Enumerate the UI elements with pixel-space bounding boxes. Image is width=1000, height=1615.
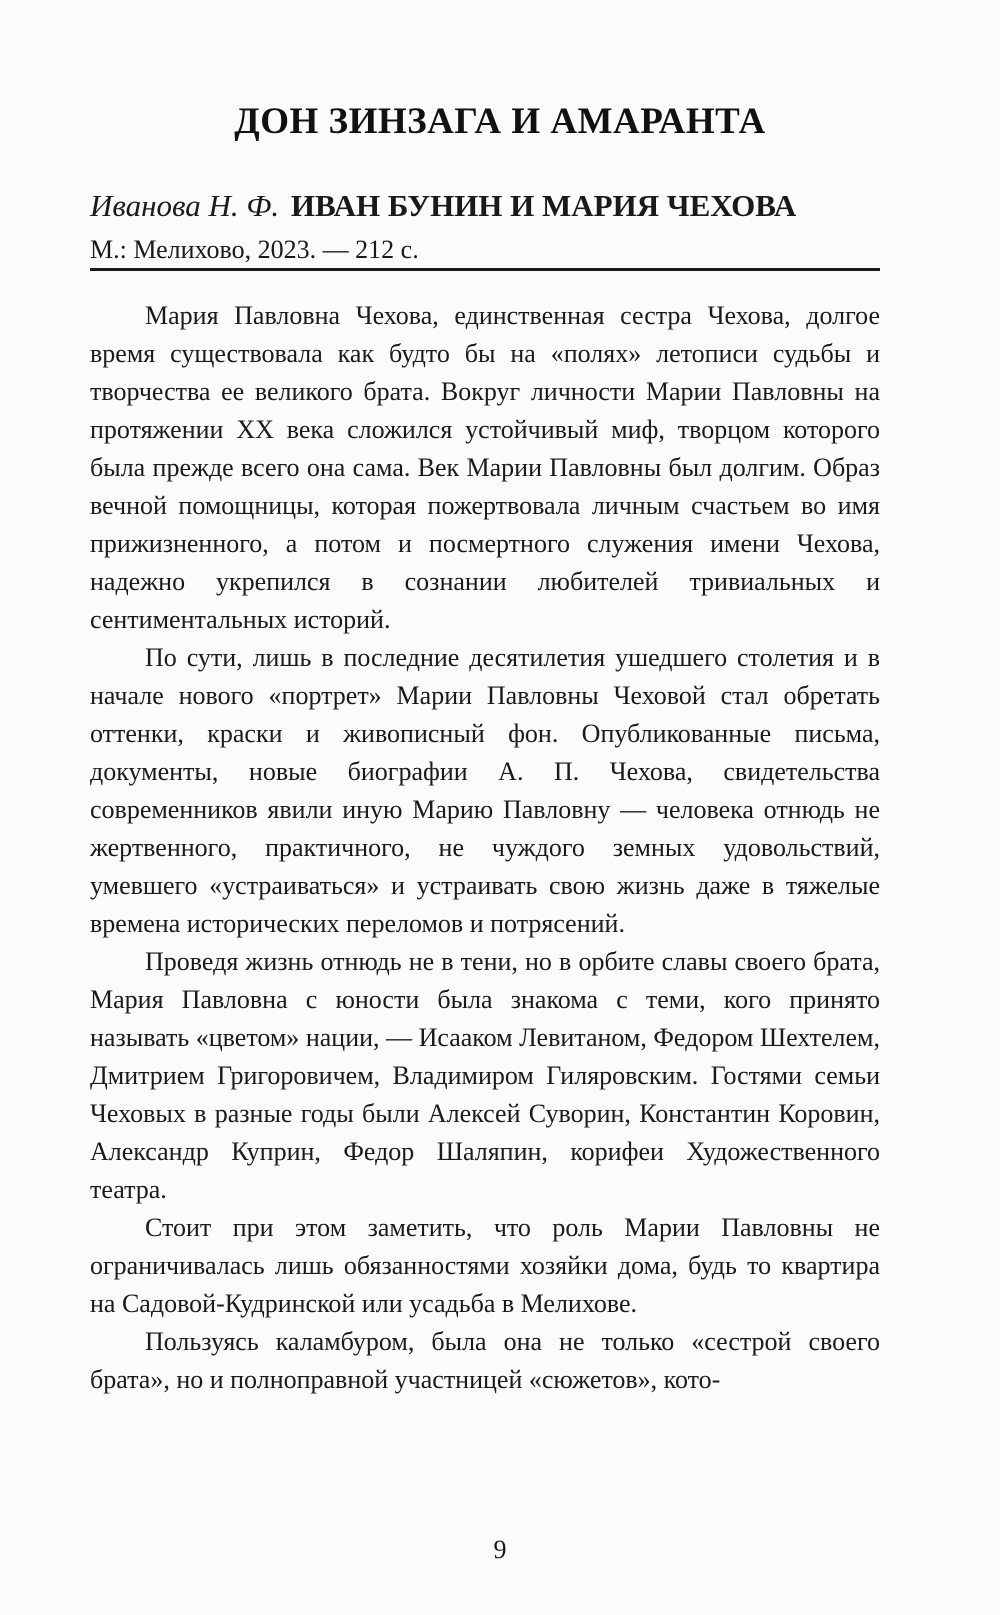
author-name: Иванова Н. Ф. — [90, 188, 280, 223]
paragraph: По сути, лишь в последние десятилетия ушедшего столетия и в начале нового «портрет» Марии Павловны Чеховой стал обретать оттенки, краски и живописный фон. Опубликованные письма, документы, новые биографии А. П. Чехова, свидетельства современников явили иную Марию Павловну — человека отнюдь не жертвенного, практичного, не чуждого земных удовольствий, умевшего «устраиваться» и устраивать свою жизнь даже в тяжелые времена исторических переломов и потрясений. — [90, 643, 880, 938]
paragraph: Пользуясь каламбуром, была она не только «сестрой своего брата», но и полноправной участницей «сюжетов», кото- — [90, 1327, 880, 1394]
paragraph: Мария Павловна Чехова, единственная сестра Чехова, долгое время существовала как будто бы на «полях» летописи судьбы и творчества ее великого брата. Вокруг личности Марии Павловны на протяжении XX века сложился устойчивый миф, творцом которого была прежде всего она сама. Век Марии Павловны был долгим. Образ вечной помощницы, которая пожертвовала личным счастьем во имя прижизненного, а потом и посмертного служения имени Чехова, надежно укрепился в сознании любителей тривиальных и сентиментальных историй. — [90, 301, 880, 634]
body-text — [90, 297, 880, 1399]
paragraph: Стоит при этом заметить, что роль Марии Павловны не ограничивалась лишь обязанностями хозяйки дома, будь то квартира на Садовой-Кудринской или усадьба в Мелихове. — [90, 1213, 880, 1318]
section-title: ДОН ЗИНЗАГА И АМАРАНТА — [234, 101, 766, 142]
publication-info: М.: Мелихово, 2023. — 212 с. — [90, 235, 419, 264]
header-divider — [90, 268, 880, 271]
page-number: 9 — [493, 1535, 507, 1564]
paragraph: Проведя жизнь отнюдь не в тени, но в орбите славы своего брата, Мария Павловна с юности была знакома с теми, кого принято называть «цветом» нации, — Исааком Левитаном, Федором Шехтелем, Дмитрием Григоровичем, Владимиром Гиляровским. Гостями семьи Чеховых в разные годы были Алексей Суворин, Константин Коровин, Александр Куприн, Федор Шаляпин, корифеи Художественного театра. — [90, 947, 880, 1204]
review-header — [90, 186, 880, 270]
bibliographic-reference — [90, 186, 880, 226]
book-title: ИВАН БУНИН И МАРИЯ ЧЕХОВА — [290, 188, 797, 223]
